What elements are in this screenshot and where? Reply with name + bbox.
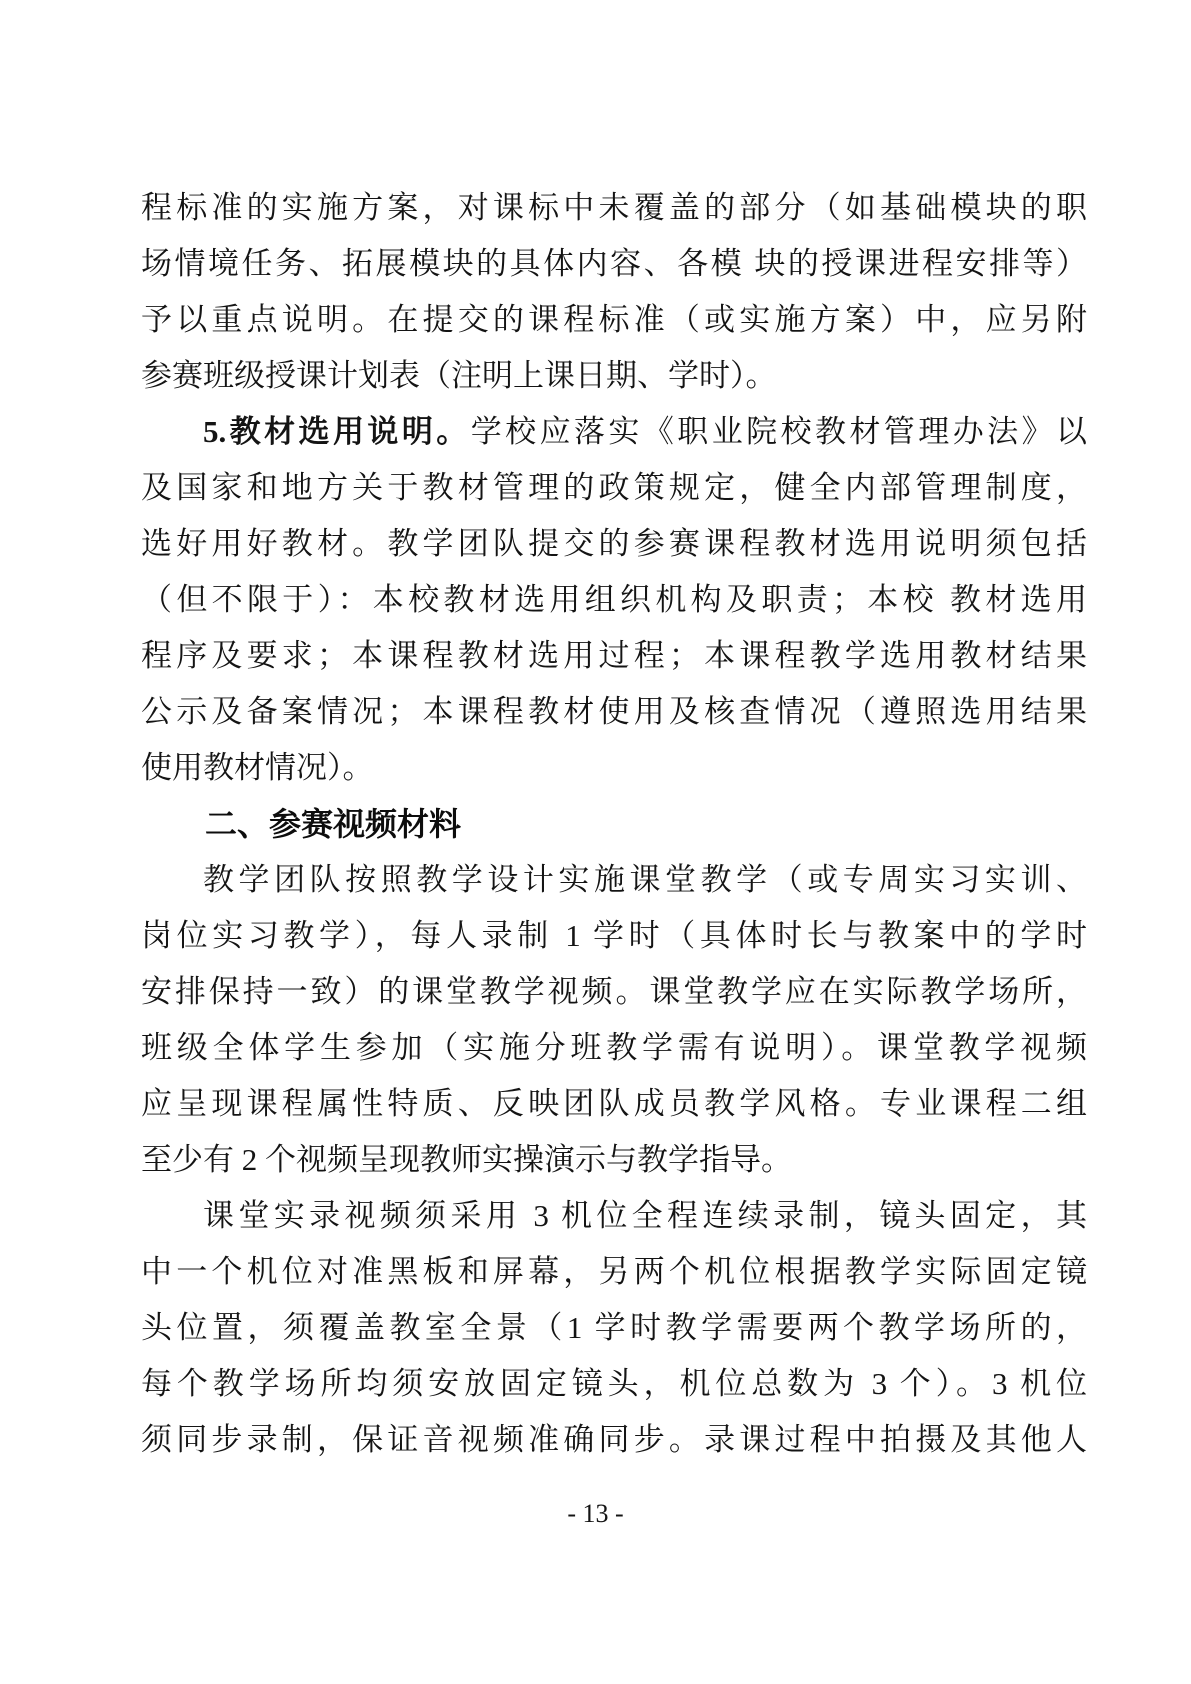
numbered-item-label: 5.教材选用说明。 bbox=[203, 414, 471, 449]
paragraph-line: 予以重点说明。在提交的课程标准（或实施方案）中，应另附 bbox=[141, 302, 1087, 337]
paragraph-line bbox=[141, 404, 1087, 460]
page-number: - 13 - bbox=[567, 1499, 624, 1528]
paragraph-line: 课堂实录视频须采用 3 机位全程连续录制，镜头固定，其 bbox=[203, 1198, 1087, 1233]
paragraph-line: 应呈现课程属性特质、反映团队成员教学风格。专业课程二组 bbox=[141, 1086, 1087, 1121]
paragraph-line: 岗位实习教学），每人录制 1 学时（具体时长与教案中的学时 bbox=[141, 918, 1087, 953]
line-text: 学校应落实《职业院校教材管理办法》以 bbox=[470, 414, 1088, 449]
paragraph-line: 程序及要求；本课程教材选用过程；本课程教学选用教材结果 bbox=[141, 638, 1087, 673]
paragraph-line: 使用教材情况）。 bbox=[141, 750, 374, 785]
paragraph-line: 参赛班级授课计划表（注明上课日期、学时）。 bbox=[141, 358, 777, 393]
paragraph-line: 教学团队按照教学设计实施课堂教学（或专周实习实训、 bbox=[203, 862, 1087, 897]
paragraph-line: 选好用好教材。教学团队提交的参赛课程教材选用说明须包括 bbox=[141, 526, 1087, 561]
paragraph-line: 安排保持一致）的课堂教学视频。课堂教学应在实际教学场所， bbox=[141, 974, 1087, 1009]
paragraph-line: 中一个机位对准黑板和屏幕，另两个机位根据教学实际固定镜 bbox=[141, 1254, 1087, 1289]
paragraph-line: 程标准的实施方案，对课标中未覆盖的部分（如基础模块的职 bbox=[141, 190, 1087, 225]
paragraph-line: 公示及备案情况；本课程教材使用及核查情况（遵照选用结果 bbox=[141, 694, 1087, 729]
paragraph-line: 班级全体学生参加（实施分班教学需有说明）。课堂教学视频 bbox=[141, 1030, 1087, 1065]
paragraph-line: 须同步录制，保证音视频准确同步。录课过程中拍摄及其他人 bbox=[141, 1422, 1087, 1457]
paragraph-line: 及国家和地方关于教材管理的政策规定，健全内部管理制度， bbox=[141, 470, 1087, 505]
section-heading: 二、参赛视频材料 bbox=[205, 806, 462, 842]
paragraph-line: 场情境任务、拓展模块的具体内容、各模 块的授课进程安排等） bbox=[141, 246, 1087, 281]
paragraph-line: （但不限于）：本校教材选用组织机构及职责；本校 教材选用 bbox=[141, 582, 1087, 617]
paragraph-line: 至少有 2 个视频呈现教师实操演示与教学指导。 bbox=[141, 1142, 792, 1177]
document-body bbox=[141, 180, 1087, 1468]
paragraph-line: 每个教学场所均须安放固定镜头，机位总数为 3 个）。3 机位 bbox=[141, 1366, 1087, 1401]
paragraph-line: 头位置，须覆盖教室全景（1 学时教学需要两个教学场所的， bbox=[141, 1310, 1087, 1345]
